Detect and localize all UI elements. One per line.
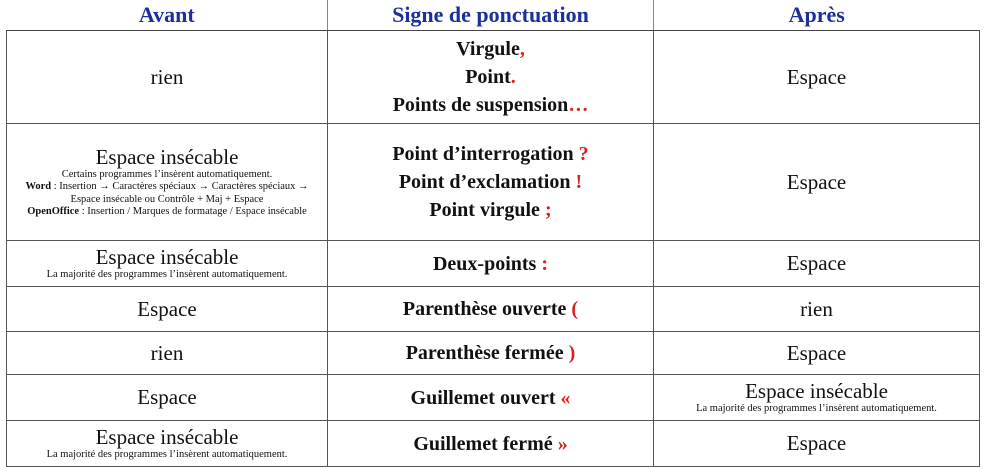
cell-before (7, 375, 328, 421)
cell-before (7, 421, 328, 467)
table-row (7, 287, 980, 332)
sign-name: Point d’exclamation (398, 171, 576, 193)
table-row (7, 332, 980, 375)
cell-sign (328, 124, 654, 241)
sign-mark: « (560, 386, 571, 409)
after-text: Espace (786, 169, 847, 194)
sign-line (332, 168, 649, 196)
before-text: rien (150, 64, 184, 89)
note-oo-text: : Insertion / Marques de formatage / Espace insécable (79, 206, 307, 217)
sign-line (332, 295, 649, 323)
cell-before (7, 31, 328, 124)
before-text: Espace insécable (95, 244, 239, 269)
note-oo-label: OpenOffice (27, 206, 80, 217)
sign-name: Parenthèse fermée (405, 342, 569, 364)
after-text: Espace (786, 340, 847, 365)
sign-mark: ( (571, 298, 579, 320)
sign-line (332, 384, 649, 412)
cell-after (654, 375, 980, 421)
sign-line (332, 196, 649, 224)
cell-before (7, 287, 328, 332)
table-row (7, 241, 980, 287)
before-note: La majorité des programmes l’insèrent automatiquement. (46, 448, 288, 460)
note-openoffice (11, 206, 323, 219)
header-row (7, 0, 980, 31)
sign-line (332, 250, 649, 278)
before-text: Espace (137, 385, 197, 409)
before-note: La majorité des programmes l’insèrent automatiquement. (46, 268, 288, 280)
sign-line (332, 35, 649, 63)
cell-after (654, 31, 980, 124)
sign-mark: . (510, 66, 516, 88)
sign-name: Point d’interrogation (392, 143, 579, 165)
cell-sign (328, 31, 654, 124)
before-text: Espace insécable (95, 144, 239, 169)
sign-mark: , (519, 38, 525, 60)
cell-after (654, 124, 980, 241)
cell-before (7, 332, 328, 375)
cell-sign (328, 332, 654, 375)
cell-after (654, 421, 980, 467)
sign-name: Virgule (456, 38, 520, 60)
header-before: Avant (7, 0, 328, 31)
after-text: Espace insécable (745, 378, 888, 403)
sign-name: Point virgule (429, 199, 545, 221)
sign-name: Point (465, 66, 511, 88)
header-sign: Signe de ponctuation (328, 0, 654, 31)
sign-mark: : (541, 252, 549, 275)
sign-name: Points de suspension (392, 94, 569, 116)
cell-before (7, 124, 328, 241)
table-row (7, 375, 980, 421)
cell-after (654, 332, 980, 375)
after-text: Espace (786, 64, 847, 89)
after-text: rien (800, 296, 833, 321)
sign-name: Guillemet fermé (413, 432, 558, 455)
note-line: Certains programmes l’insèrent automatiquement. (61, 168, 273, 180)
sign-mark: » (557, 432, 568, 455)
sign-name: Deux-points (432, 252, 542, 275)
before-text: rien (150, 340, 184, 365)
cell-after (654, 241, 980, 287)
note-word-label: Word (25, 181, 52, 192)
sign-line (332, 63, 649, 91)
cell-after (654, 287, 980, 332)
table-row (7, 31, 980, 124)
before-text: Espace insécable (95, 424, 239, 449)
header-after: Après (654, 0, 980, 31)
sign-line (332, 91, 649, 119)
cell-sign (328, 421, 654, 467)
after-note: La majorité des programmes l’insèrent automatiquement. (696, 402, 937, 414)
after-text: Espace (786, 431, 847, 455)
sign-name: Guillemet ouvert (410, 386, 561, 409)
cell-sign (328, 375, 654, 421)
after-text: Espace (786, 251, 847, 275)
sign-line (332, 140, 649, 168)
cell-sign (328, 287, 654, 332)
punctuation-spacing-table (6, 0, 980, 467)
table-row (7, 124, 980, 241)
note-word-text: : Insertion → Caractères spéciaux → Caractères spéciaux → Espace insécable ou Contrôle + Maj + Espace (51, 181, 309, 205)
sign-mark: ? (578, 143, 589, 165)
sign-mark: ; (544, 199, 552, 221)
cell-sign (328, 241, 654, 287)
sign-mark: … (568, 94, 589, 116)
sign-line (332, 430, 649, 458)
sign-mark: ) (568, 342, 576, 364)
sign-mark: ! (575, 171, 583, 193)
note-word (11, 181, 323, 206)
sign-name: Parenthèse ouverte (402, 298, 572, 320)
table-row (7, 421, 980, 467)
before-note (11, 169, 323, 219)
before-text: Espace (137, 296, 197, 321)
sign-line (332, 339, 649, 367)
cell-before (7, 241, 328, 287)
